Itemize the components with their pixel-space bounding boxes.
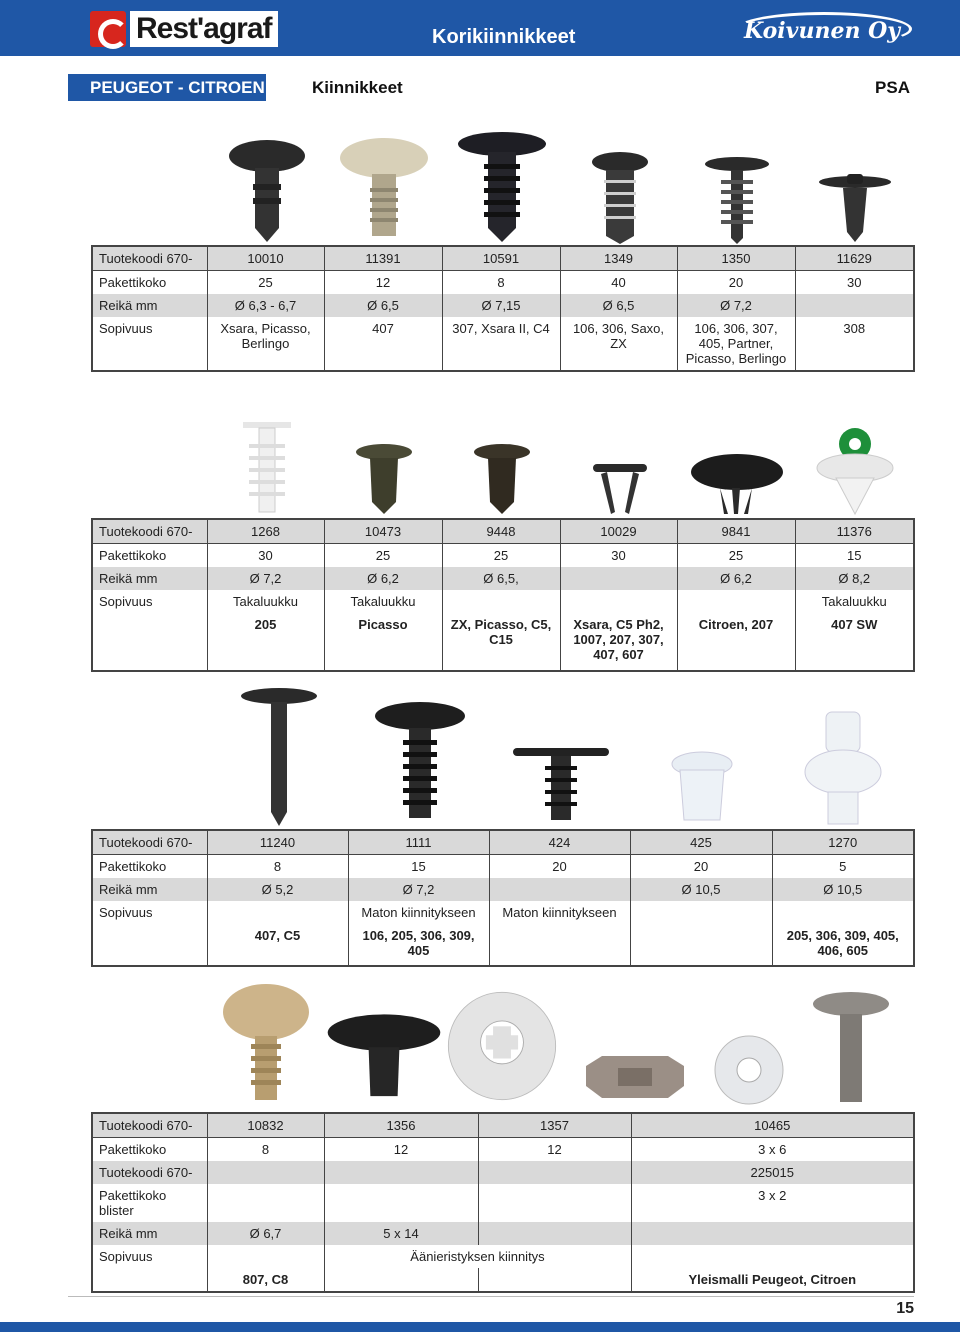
product-code: 1356 (324, 1113, 478, 1138)
table-cell: ZX, Picasso, C5, C15 (442, 613, 560, 671)
row-label: Tuotekoodi 670- (92, 1161, 207, 1184)
clip-image-9448 (443, 416, 561, 516)
table-cell: Ø 6,5 (324, 294, 442, 317)
table-cell: 106, 205, 306, 309, 405 (348, 924, 489, 966)
row-label: Sopivuus (99, 905, 153, 920)
table-cell (207, 1245, 324, 1268)
clip-image-1349 (561, 130, 678, 244)
table-row (92, 855, 914, 879)
table-cell (489, 924, 630, 966)
table-cell (630, 924, 772, 966)
clip-image-424 (490, 684, 631, 826)
product-code: 424 (489, 830, 630, 855)
table-row (92, 544, 914, 568)
table-cell (631, 1245, 914, 1268)
table-cell: 106, 306, 307, 405, Partner, Picasso, Berlingo (677, 317, 795, 371)
header-bar (0, 0, 960, 56)
table-cell: 8 (207, 855, 348, 879)
table-cell: 30 (207, 544, 324, 568)
group-label: PSA (875, 78, 910, 97)
table-cell: 106, 306, Saxo, ZX (560, 317, 677, 371)
product-code: 10832 (207, 1113, 324, 1138)
row-label: Pakettikoko blister (99, 1188, 167, 1218)
row-label: Reikä mm (92, 567, 207, 590)
restagraf-logo[interactable] (90, 10, 278, 48)
table-row (92, 590, 914, 613)
table-cell: 8 (442, 271, 560, 295)
product-code: 425 (630, 830, 772, 855)
row-label: Tuotekoodi 670- (92, 830, 207, 855)
row-label: Pakettikoko (99, 859, 167, 874)
table-cell (560, 567, 677, 590)
table-cell (324, 1268, 478, 1292)
table-row (92, 1222, 914, 1245)
table-cell: Ø 8,2 (795, 567, 914, 590)
restagraf-mark-icon (90, 11, 126, 47)
table-row (92, 1268, 914, 1292)
table-cell (560, 590, 677, 613)
clip-image-1268 (208, 416, 325, 516)
row-label: Sopivuus (99, 1249, 153, 1264)
product-code: 10465 (631, 1113, 914, 1138)
product-code: 9448 (442, 519, 560, 544)
spec-table-1 (91, 245, 915, 372)
table-cell: 407 (324, 317, 442, 371)
table-cell: 407 SW (795, 613, 914, 671)
clip-image-1111 (349, 684, 490, 826)
table-cell: Ø 7,2 (207, 567, 324, 590)
table-cell: Ø 7,15 (442, 294, 560, 317)
row-label: Tuotekoodi 670- (92, 1113, 207, 1138)
table-cell: Takaluukku (324, 590, 442, 613)
table-row (92, 1245, 914, 1268)
table-row (92, 294, 914, 317)
table-cell: Äänieristyksen kiinnitys (324, 1245, 631, 1268)
table-row (92, 1138, 914, 1162)
row-label: Sopivuus (99, 321, 153, 336)
table-cell: 5 (772, 855, 914, 879)
row-label: Pakettikoko (99, 275, 167, 290)
row-label (92, 613, 207, 671)
table-cell: Ø 6,5 (560, 294, 677, 317)
spec-table-2 (91, 518, 915, 672)
table-cell: Ø 6,7 (207, 1222, 324, 1245)
clip-image-11240 (208, 684, 349, 826)
product-images-row-4 (92, 978, 913, 1108)
spec-table-4 (91, 1112, 915, 1293)
table-cell (324, 1161, 478, 1184)
table-cell (324, 1184, 478, 1222)
product-code: 10473 (324, 519, 442, 544)
product-images-row-3 (92, 684, 913, 826)
row-label (92, 924, 207, 966)
table-cell (631, 1222, 914, 1245)
table-cell: Ø 5,2 (207, 878, 348, 901)
spec-table-3 (91, 829, 915, 967)
table-cell: Yleismalli Peugeot, Citroen (631, 1268, 914, 1292)
table-cell: 15 (348, 855, 489, 879)
clip-image-10591 (443, 130, 561, 244)
clip-image-11629 (796, 130, 913, 244)
product-code: 11240 (207, 830, 348, 855)
table-cell: 20 (677, 271, 795, 295)
row-label: Tuotekoodi 670- (92, 246, 207, 271)
product-code: 1111 (348, 830, 489, 855)
row-label: Tuotekoodi 670- (92, 519, 207, 544)
table-cell: 807, C8 (207, 1268, 324, 1292)
table-cell: Ø 7,2 (348, 878, 489, 901)
table-cell: 12 (478, 1138, 631, 1162)
table-cell (207, 1184, 324, 1222)
table-cell: Maton kiinnitykseen (489, 901, 630, 924)
table-cell: 205, 306, 309, 405, 406, 605 (772, 924, 914, 966)
clip-image-1356 (325, 978, 443, 1108)
brand-label: PEUGEOT - CITROEN (68, 74, 266, 101)
table-row (92, 271, 914, 295)
table-cell: Ø 6,5, (442, 567, 560, 590)
table-row (92, 246, 914, 271)
table-cell (478, 1184, 631, 1222)
table-cell: Ø 10,5 (630, 878, 772, 901)
table-row (92, 613, 914, 671)
table-cell (442, 590, 560, 613)
product-code: 1268 (207, 519, 324, 544)
table-row (92, 878, 914, 901)
product-images-row-2 (92, 416, 913, 516)
product-code: 1270 (772, 830, 914, 855)
clip-image-1357 (443, 978, 561, 1108)
product-code: 10029 (560, 519, 677, 544)
row-label: Pakettikoko (99, 548, 167, 563)
table-cell: 307, Xsara II, C4 (442, 317, 560, 371)
table-cell (478, 1268, 631, 1292)
table-cell: Picasso (324, 613, 442, 671)
table-cell (478, 1222, 631, 1245)
table-cell: 30 (795, 271, 914, 295)
product-images-row-1 (92, 130, 913, 244)
table-cell (630, 901, 772, 924)
table-row (92, 1113, 914, 1138)
table-cell: 15 (795, 544, 914, 568)
table-row (92, 1161, 914, 1184)
table-cell: 12 (324, 1138, 478, 1162)
restagraf-wordmark: Rest'agraf (130, 11, 278, 47)
product-code: 10010 (207, 246, 324, 271)
footer-bar (0, 1322, 960, 1332)
table-cell: 30 (560, 544, 677, 568)
table-cell (478, 1161, 631, 1184)
table-cell (207, 1161, 324, 1184)
table-cell (207, 901, 348, 924)
table-cell: 12 (324, 271, 442, 295)
table-cell: Maton kiinnitykseen (348, 901, 489, 924)
table-cell: Ø 7,2 (677, 294, 795, 317)
table-cell: 25 (207, 271, 324, 295)
table-cell: Ø 10,5 (772, 878, 914, 901)
table-cell: 25 (677, 544, 795, 568)
row-label: Sopivuus (99, 594, 153, 609)
clip-image-10029 (561, 416, 678, 516)
row-label: Pakettikoko (99, 1142, 167, 1157)
product-code: 11629 (795, 246, 914, 271)
product-code: 9841 (677, 519, 795, 544)
clip-image-10465 (561, 978, 913, 1108)
table-cell (772, 901, 914, 924)
table-cell: 3 x 2 (631, 1184, 914, 1222)
product-code: 11376 (795, 519, 914, 544)
product-code: 1357 (478, 1113, 631, 1138)
table-cell: 225015 (631, 1161, 914, 1184)
clip-image-11391 (325, 130, 443, 244)
clip-image-10473 (325, 416, 443, 516)
page-number: 15 (896, 1300, 914, 1317)
koivunen-wordmark: Koivunen Oy (744, 18, 901, 44)
clip-image-11376 (796, 416, 913, 516)
table-cell: 205 (207, 613, 324, 671)
table-cell (677, 590, 795, 613)
product-code: 11391 (324, 246, 442, 271)
table-cell: 407, C5 (207, 924, 348, 966)
clip-image-1350 (678, 130, 796, 244)
page-title: Korikiinnikkeet (432, 26, 576, 48)
table-cell: Takaluukku (207, 590, 324, 613)
table-cell: 25 (442, 544, 560, 568)
row-label: Reikä mm (92, 878, 207, 901)
clip-image-9841 (678, 416, 796, 516)
section-subtitle: Kiinnikkeet (312, 78, 403, 97)
row-label (92, 1268, 207, 1292)
table-cell: Ø 6,2 (324, 567, 442, 590)
table-row (92, 1184, 914, 1222)
table-row (92, 567, 914, 590)
table-row (92, 519, 914, 544)
table-cell: 308 (795, 317, 914, 371)
table-cell (489, 878, 630, 901)
table-row (92, 317, 914, 371)
table-cell: Citroen, 207 (677, 613, 795, 671)
table-cell: 20 (489, 855, 630, 879)
table-cell: Takaluukku (795, 590, 914, 613)
footer-divider (68, 1296, 914, 1297)
table-cell: 3 x 6 (631, 1138, 914, 1162)
table-cell: 25 (324, 544, 442, 568)
table-cell (795, 294, 914, 317)
table-row (92, 924, 914, 966)
clip-image-10010 (208, 130, 325, 244)
table-cell: Xsara, Picasso, Berlingo (207, 317, 324, 371)
clip-image-425 (631, 684, 772, 826)
table-row (92, 901, 914, 924)
product-code: 1349 (560, 246, 677, 271)
row-label: Reikä mm (92, 1222, 207, 1245)
table-row (92, 830, 914, 855)
table-cell: Xsara, C5 Ph2, 1007, 207, 307, 407, 607 (560, 613, 677, 671)
clip-image-10832 (208, 978, 325, 1108)
table-cell: Ø 6,2 (677, 567, 795, 590)
clip-image-1270 (772, 684, 913, 826)
table-cell: 40 (560, 271, 677, 295)
koivunen-logo[interactable] (732, 8, 916, 50)
table-cell: 20 (630, 855, 772, 879)
table-cell: 5 x 14 (324, 1222, 478, 1245)
table-cell: Ø 6,3 - 6,7 (207, 294, 324, 317)
row-label: Reikä mm (92, 294, 207, 317)
product-code: 10591 (442, 246, 560, 271)
product-code: 1350 (677, 246, 795, 271)
table-cell: 8 (207, 1138, 324, 1162)
